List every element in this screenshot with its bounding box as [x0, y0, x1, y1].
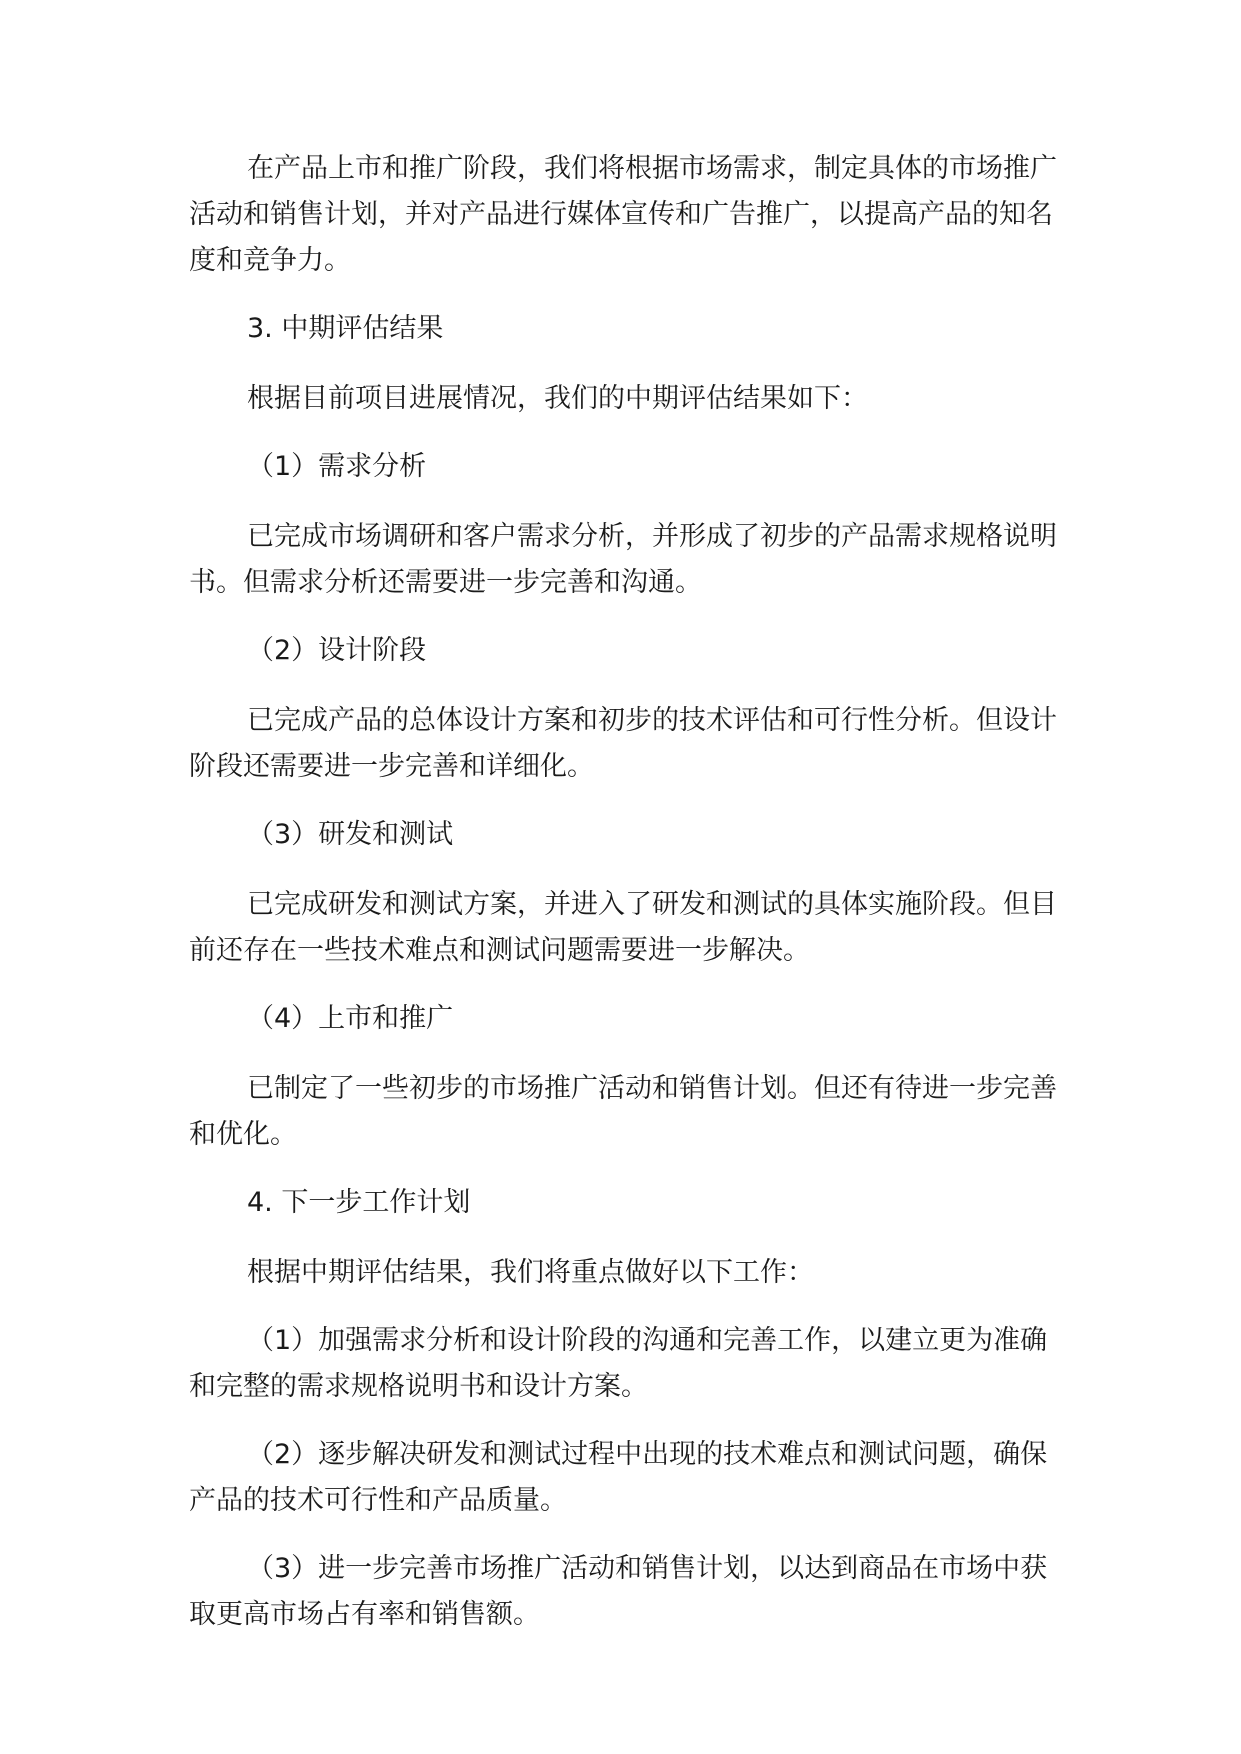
paragraph-design-phase: 已完成产品的总体设计方案和初步的技术评估和可行性分析。但设计阶段还需要进一步完善和详细化。 — [189, 705, 1057, 782]
subheading-launch-promotion: （4）上市和推广 — [247, 1003, 454, 1034]
section-heading-next-steps: 4. 下一步工作计划 — [247, 1187, 471, 1218]
paragraph-next-steps-intro: 根据中期评估结果，我们将重点做好以下工作： — [247, 1257, 814, 1288]
subheading-requirements-analysis: （1）需求分析 — [247, 451, 427, 482]
list-item-next-step-2: （2）逐步解决研发和测试过程中出现的技术难点和测试问题，确保产品的技术可行性和产品质量。 — [189, 1439, 1048, 1516]
list-item-next-step-1: （1）加强需求分析和设计阶段的沟通和完善工作，以建立更为准确和完整的需求规格说明书和设计方案。 — [189, 1325, 1048, 1402]
paragraph-midterm-intro: 根据目前项目进展情况，我们的中期评估结果如下： — [247, 383, 868, 414]
subheading-rd-testing: （3）研发和测试 — [247, 819, 454, 850]
paragraph-launch-status: 已制定了一些初步的市场推广活动和销售计划。但还有待进一步完善和优化。 — [189, 1073, 1057, 1150]
document-body — [189, 146, 1059, 1660]
subheading-design-phase: （2）设计阶段 — [247, 635, 427, 666]
list-item-next-step-3: （3）进一步完善市场推广活动和销售计划，以达到商品在市场中获取更高市场占有率和销售额。 — [189, 1553, 1048, 1630]
section-heading-midterm-results: 3. 中期评估结果 — [247, 313, 444, 344]
paragraph-requirements-analysis: 已完成市场调研和客户需求分析，并形成了初步的产品需求规格说明书。但需求分析还需要进一步完善和沟通。 — [189, 521, 1057, 598]
paragraph-rd-testing: 已完成研发和测试方案，并进入了研发和测试的具体实施阶段。但目前还存在一些技术难点和测试问题需要进一步解决。 — [189, 889, 1057, 966]
paragraph-launch-promotion: 在产品上市和推广阶段，我们将根据市场需求，制定具体的市场推广活动和销售计划，并对产品进行媒体宣传和广告推广，以提高产品的知名度和竞争力。 — [189, 153, 1057, 276]
